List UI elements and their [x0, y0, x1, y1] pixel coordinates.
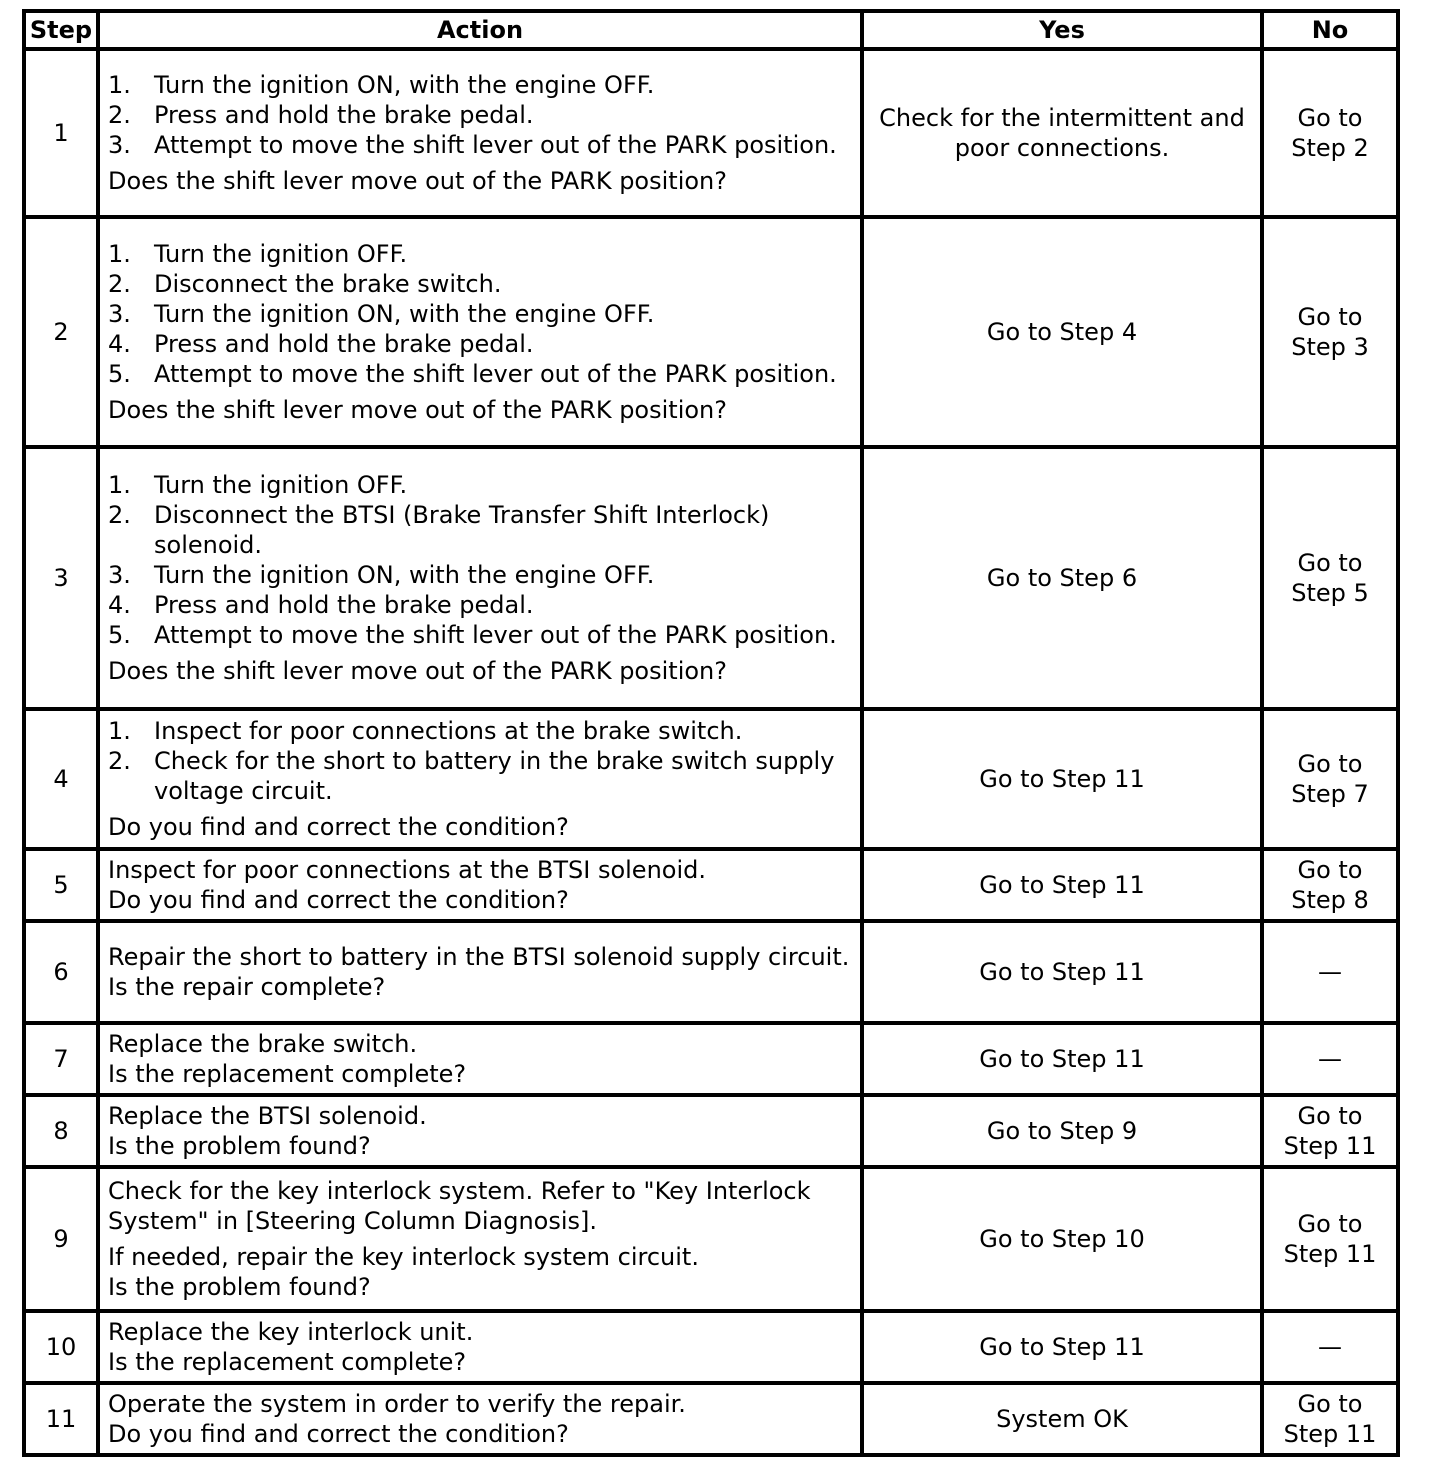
action-cell [98, 1167, 862, 1311]
action-item-text: Press and hold the brake pedal. [154, 330, 534, 358]
action-list [108, 470, 852, 650]
action-line: If needed, repair the key interlock system circuit. [108, 1243, 699, 1271]
action-item-text: Inspect for poor connections at the brake switch. [154, 717, 743, 745]
step-number: 6 [24, 921, 98, 1023]
action-item-number: 1. [108, 471, 131, 499]
yes-result: Go to Step 11 [862, 709, 1262, 849]
no-result: Go to Step 7 [1262, 709, 1398, 849]
action-item-number: 2. [108, 747, 131, 775]
action-item-text: Turn the ignition OFF. [154, 240, 408, 268]
action-line: Replace the brake switch. [108, 1030, 418, 1058]
yes-result: Go to Step 6 [862, 447, 1262, 709]
action-item [108, 329, 852, 359]
action-cell [98, 1311, 862, 1383]
action-item [108, 620, 852, 650]
action-item [108, 746, 852, 806]
action-item [108, 70, 852, 100]
table-row [24, 1311, 1398, 1383]
action-line: Do you find and correct the condition? [108, 886, 569, 914]
no-result: Go to Step 11 [1262, 1167, 1398, 1311]
step-number: 11 [24, 1383, 98, 1455]
no-result: — [1262, 1023, 1398, 1095]
yes-result: Go to Step 11 [862, 849, 1262, 921]
action-item-text: Attempt to move the shift lever out of the PARK position. [154, 621, 837, 649]
action-item [108, 130, 852, 160]
table-row [24, 1383, 1398, 1455]
step-number: 3 [24, 447, 98, 709]
step-number: 2 [24, 217, 98, 447]
step-number: 8 [24, 1095, 98, 1167]
table-row [24, 1023, 1398, 1095]
action-item-text: Press and hold the brake pedal. [154, 591, 534, 619]
table-row [24, 447, 1398, 709]
action-item-number: 4. [108, 591, 131, 619]
yes-result: System OK [862, 1383, 1262, 1455]
action-list [108, 239, 852, 389]
action-item-number: 3. [108, 131, 131, 159]
action-item [108, 590, 852, 620]
action-question: Do you find and correct the condition? [108, 813, 569, 841]
action-question: Does the shift lever move out of the PARK position? [108, 657, 727, 685]
action-item-number: 2. [108, 270, 131, 298]
action-line: Do you find and correct the condition? [108, 1420, 569, 1448]
action-line: Is the replacement complete? [108, 1348, 467, 1376]
action-item-text: Attempt to move the shift lever out of the PARK position. [154, 131, 837, 159]
action-item-text: Turn the ignition ON, with the engine OFF. [154, 300, 655, 328]
action-cell [98, 49, 862, 217]
action-item [108, 359, 852, 389]
action-line: Is the replacement complete? [108, 1060, 467, 1088]
yes-result: Go to Step 4 [862, 217, 1262, 447]
action-cell [98, 1383, 862, 1455]
yes-result: Go to Step 9 [862, 1095, 1262, 1167]
no-result: Go to Step 11 [1262, 1383, 1398, 1455]
header-no: No [1262, 11, 1398, 49]
yes-result: Check for the intermittent and poor connections. [862, 49, 1262, 217]
action-item-text: Press and hold the brake pedal. [154, 101, 534, 129]
table-row [24, 921, 1398, 1023]
action-item-number: 1. [108, 240, 131, 268]
table-row [24, 1095, 1398, 1167]
action-item [108, 470, 852, 500]
no-result: — [1262, 1311, 1398, 1383]
action-item-number: 4. [108, 330, 131, 358]
no-result: — [1262, 921, 1398, 1023]
header-yes: Yes [862, 11, 1262, 49]
action-list [108, 716, 852, 806]
action-line: Replace the key interlock unit. [108, 1318, 474, 1346]
action-item-text: Check for the short to battery in the brake switch supply voltage circuit. [154, 747, 835, 805]
action-cell [98, 921, 862, 1023]
header-row [24, 11, 1398, 49]
action-item [108, 716, 852, 746]
action-item-text: Turn the ignition ON, with the engine OFF. [154, 71, 655, 99]
action-item [108, 100, 852, 130]
step-number: 4 [24, 709, 98, 849]
action-item [108, 560, 852, 590]
header-step: Step [24, 11, 98, 49]
no-result: Go to Step 8 [1262, 849, 1398, 921]
action-item-number: 5. [108, 621, 131, 649]
action-line: Operate the system in order to verify the repair. [108, 1390, 686, 1418]
no-result: Go to Step 11 [1262, 1095, 1398, 1167]
action-question: Does the shift lever move out of the PARK position? [108, 396, 727, 424]
action-line: Is the problem found? [108, 1273, 371, 1301]
no-result: Go to Step 3 [1262, 217, 1398, 447]
header-action: Action [98, 11, 862, 49]
action-item-number: 2. [108, 101, 131, 129]
table-row [24, 217, 1398, 447]
action-item [108, 299, 852, 329]
yes-result: Go to Step 10 [862, 1167, 1262, 1311]
action-item-number: 2. [108, 501, 131, 529]
action-item-number: 1. [108, 71, 131, 99]
action-cell [98, 447, 862, 709]
yes-result: Go to Step 11 [862, 1311, 1262, 1383]
action-item-text: Turn the ignition ON, with the engine OFF. [154, 561, 655, 589]
action-item-text: Disconnect the brake switch. [154, 270, 502, 298]
action-item-number: 3. [108, 300, 131, 328]
action-item-text: Disconnect the BTSI (Brake Transfer Shift Interlock) solenoid. [154, 501, 770, 559]
no-result: Go to Step 2 [1262, 49, 1398, 217]
action-item-number: 5. [108, 360, 131, 388]
table-row [24, 709, 1398, 849]
step-number: 7 [24, 1023, 98, 1095]
table-row [24, 1167, 1398, 1311]
action-item-text: Attempt to move the shift lever out of the PARK position. [154, 360, 837, 388]
action-line: Replace the BTSI solenoid. [108, 1102, 427, 1130]
action-cell [98, 1023, 862, 1095]
action-line: Repair the short to battery in the BTSI solenoid supply circuit. [108, 943, 850, 971]
action-item-number: 1. [108, 717, 131, 745]
action-question: Does the shift lever move out of the PARK position? [108, 167, 727, 195]
action-list [108, 70, 852, 160]
action-cell [98, 849, 862, 921]
action-cell [98, 1095, 862, 1167]
action-line: Check for the key interlock system. Refer to "Key Interlock System" in [Steering Column Diagnosis]. [108, 1177, 811, 1235]
action-cell [98, 709, 862, 849]
step-number: 10 [24, 1311, 98, 1383]
step-number: 9 [24, 1167, 98, 1311]
action-item [108, 239, 852, 269]
action-item [108, 269, 852, 299]
yes-result: Go to Step 11 [862, 921, 1262, 1023]
action-item-text: Turn the ignition OFF. [154, 471, 408, 499]
action-cell [98, 217, 862, 447]
table-row [24, 49, 1398, 217]
step-number: 1 [24, 49, 98, 217]
action-line: Inspect for poor connections at the BTSI solenoid. [108, 856, 706, 884]
step-number: 5 [24, 849, 98, 921]
table-row [24, 849, 1398, 921]
no-result: Go to Step 5 [1262, 447, 1398, 709]
action-item [108, 500, 852, 560]
diagnostic-table [22, 9, 1400, 1457]
action-line: Is the problem found? [108, 1132, 371, 1160]
action-line: Is the repair complete? [108, 973, 386, 1001]
yes-result: Go to Step 11 [862, 1023, 1262, 1095]
action-item-number: 3. [108, 561, 131, 589]
